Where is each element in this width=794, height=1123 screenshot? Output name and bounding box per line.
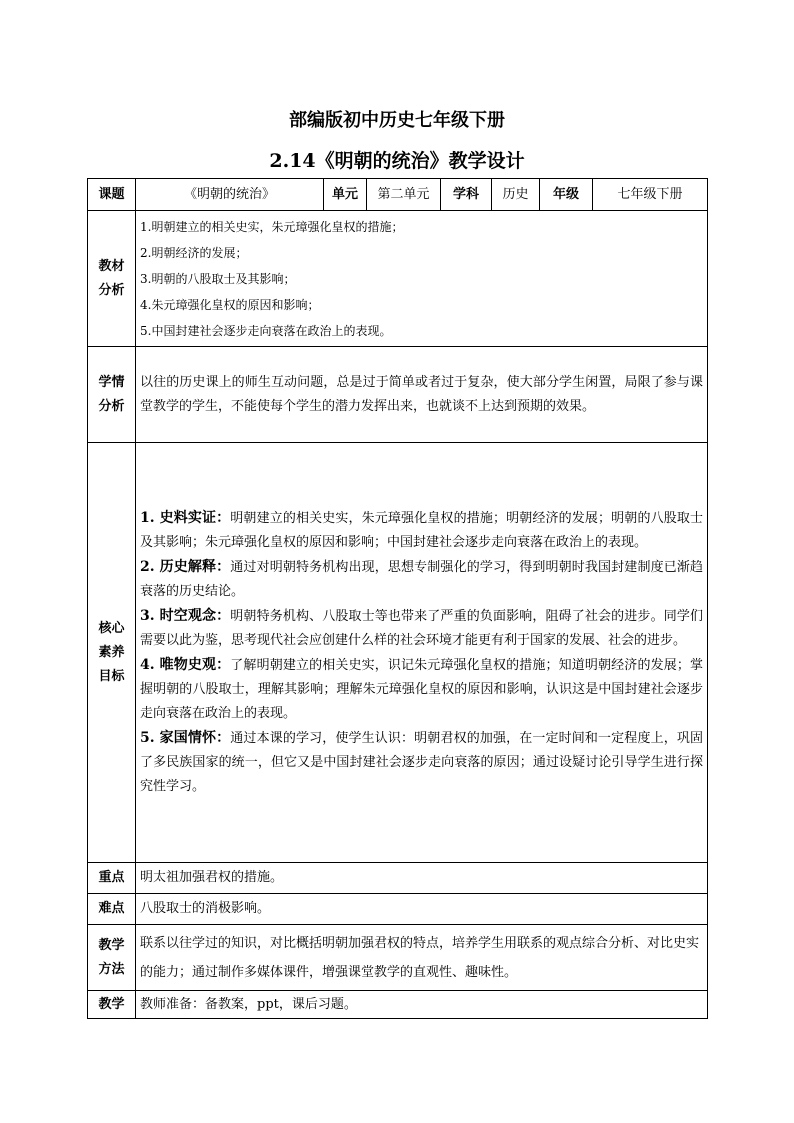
- difficulty-text: 八股取士的消极影响。: [136, 894, 708, 925]
- core-item: [140, 506, 703, 555]
- core-item-heading: 3. 时空观念：: [140, 608, 231, 624]
- list-item: 2.明朝经济的发展；: [140, 245, 248, 260]
- key-point-row: [88, 863, 708, 894]
- info-row: [88, 179, 708, 211]
- student-analysis-row: [88, 347, 708, 443]
- topic-label: 课题: [88, 179, 136, 211]
- document-subtitle: 2.14《明朝的统治》教学设计: [269, 150, 525, 172]
- core-literacy-content: [136, 443, 708, 863]
- core-literacy-label: 核心 素养 目标: [88, 443, 136, 863]
- list-item: 5.中国封建社会逐步走向衰落在政治上的表现。: [140, 323, 392, 338]
- core-item-text: 通过对明朝特务机构出现，思想专制强化的学习，得到明朝时我国封建制度已渐趋衰落的历史结论。: [140, 560, 703, 599]
- unit-label: 单元: [324, 179, 367, 211]
- key-point-text: 明太祖加强君权的措施。: [136, 863, 708, 894]
- difficulty-row: [88, 894, 708, 925]
- method-label: 教学 方法: [88, 925, 136, 991]
- core-literacy-row: [88, 443, 708, 863]
- grade-value: 七年级下册: [593, 179, 708, 211]
- lesson-plan-table: [87, 178, 708, 1019]
- subject-value: 历史: [492, 179, 540, 211]
- student-analysis-text: 以往的历史课上的师生互动问题，总是过于简单或者过于复杂，使大部分学生闲置，局限了参与课堂教学的学生，不能使每个学生的潜力发挥出来，也就谈不上达到预期的效果。: [136, 347, 708, 443]
- core-item-text: 了解明朝建立的相关史实，识记朱元璋强化皇权的措施；知道明朝经济的发展；掌握明朝的八股取士，理解其影响；理解朱元璋强化皇权的原因和影响，认识这是中国封建社会逐步走向衰落在政治上的表现。: [140, 658, 703, 721]
- core-item-text: 明朝建立的相关史实，朱元璋强化皇权的措施；明朝经济的发展；明朝的八股取士及其影响；朱元璋强化皇权的原因和影响；中国封建社会逐步走向衰落在政治上的表现。: [140, 511, 703, 550]
- textbook-analysis-content: [136, 211, 708, 347]
- grade-label: 年级: [540, 179, 593, 211]
- preparation-row: [88, 991, 708, 1019]
- core-item: [140, 555, 703, 604]
- preparation-text: 教师准备：备教案，ppt，课后习题。: [136, 991, 708, 1019]
- core-item: [140, 604, 703, 653]
- list-item: 4.朱元璋强化皇权的原因和影响；: [140, 297, 320, 312]
- list-item: 1.明朝建立的相关史实，朱元璋强化皇权的措施；: [140, 219, 404, 234]
- method-row: [88, 925, 708, 991]
- core-item-heading: 1. 史料实证：: [140, 510, 231, 526]
- unit-value: 第二单元: [367, 179, 441, 211]
- list-item: 3.明朝的八股取士及其影响；: [140, 271, 296, 286]
- document-title: 部编版初中历史七年级下册: [289, 110, 505, 131]
- topic-value: 《明朝的统治》: [136, 179, 324, 211]
- core-item-heading: 2. 历史解释：: [140, 559, 231, 575]
- core-item-text: 通过本课的学习，使学生认识：明朝君权的加强，在一定时间和一定程度上，巩固了多民族国家的统一，但它又是中国封建社会逐步走向衰落的原因；通过设疑讨论引导学生进行探究性学习。: [140, 731, 703, 794]
- textbook-analysis-label: 教材 分析: [88, 211, 136, 347]
- difficulty-label: 难点: [88, 894, 136, 925]
- core-item-heading: 5. 家国情怀：: [140, 730, 231, 746]
- core-item-text: 明朝特务机构、八股取士等也带来了严重的负面影响，阻碍了社会的进步。同学们需要以此为鉴，思考现代社会应创建什么样的社会环境才能更有利于国家的发展、社会的进步。: [140, 609, 703, 648]
- preparation-label: 教学: [88, 991, 136, 1019]
- core-item: [140, 653, 703, 726]
- core-item: [140, 726, 703, 799]
- core-item-heading: 4. 唯物史观：: [140, 657, 231, 673]
- student-analysis-label: 学情 分析: [88, 347, 136, 443]
- method-text: 联系以往学过的知识，对比概括明朝加强君权的特点，培养学生用联系的观点综合分析、对比史实的能力；通过制作多媒体课件，增强课堂教学的直观性、趣味性。: [136, 925, 708, 991]
- key-point-label: 重点: [88, 863, 136, 894]
- subject-label: 学科: [441, 179, 492, 211]
- textbook-analysis-row: [88, 211, 708, 347]
